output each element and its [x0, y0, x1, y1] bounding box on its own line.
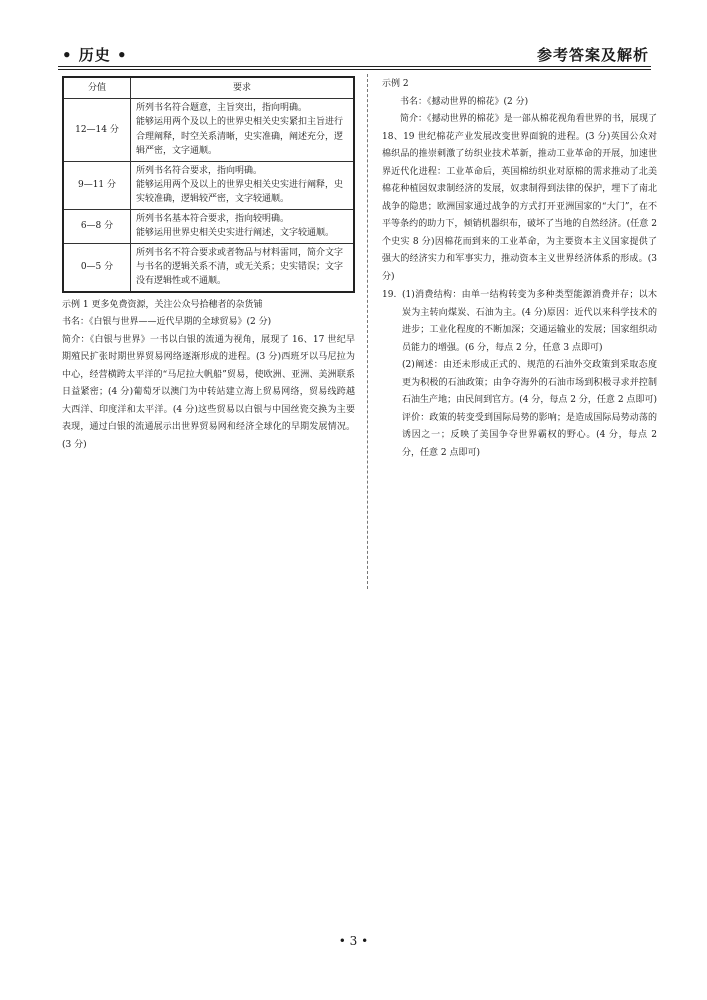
page-number: • 3 •: [338, 934, 369, 948]
score-cell: 6—8 分: [63, 209, 131, 243]
scoring-table: [62, 76, 355, 293]
table-header-score: 分值: [63, 77, 131, 99]
requirement-cell: [131, 99, 355, 162]
table-row: [63, 161, 354, 209]
requirement-line: 所列书名符合要求，指向明确。: [136, 165, 263, 176]
requirement-cell: [131, 209, 355, 243]
table-header-requirement: 要求: [131, 77, 355, 99]
table-row: [63, 243, 354, 292]
right-column: [382, 76, 657, 462]
requirement-line: 所列书名符合题意，主旨突出，指向明确。: [136, 103, 308, 113]
table-row: [63, 99, 354, 162]
requirement-cell: [131, 243, 355, 292]
requirement-line: 所列书名基本符合要求，指向较明确。: [136, 213, 290, 224]
requirement-cell: [131, 161, 355, 209]
example-1-intro: 简介：《白银与世界》一书以白银的流通为视角，展现了 16、17 世纪早期殖民扩张时期世界贸易网络逐渐形成的进程。(3 分)西班牙以马尼拉为中心，经营横跨太平洋的“马尼拉大帆船”贸易，使欧洲、亚洲、美洲联系日益紧密；(4 分)葡萄牙以澳门为中转站建立海上贸易网络，贸易线跨越大西洋、印度洋和太平洋。(4 分)这些贸易以白银与中国丝瓷交换为主要表现，通过白银的流通展示出世界贸易网和经济全球化的早期发展情况。(3 分): [62, 334, 355, 450]
example-1-book-title: 书名：《白银与世界——近代早期的全球贸易》(2 分): [62, 317, 272, 328]
example-1-title: 示例 1 更多免费资源，关注公众号拾穗者的杂货铺: [62, 299, 263, 310]
left-column: [62, 76, 355, 454]
header-rule-thin: [58, 69, 651, 70]
score-cell: 12—14 分: [63, 99, 131, 162]
question-19-part-1: (1)消费结构：由单一结构转变为多种类型能源消费并存；以木炭为主转向煤炭、石油为主。(4 分)原因：近代以来科学技术的进步；工业化程度的不断加深；交通运输业的发展；国家组织动员能力的增强。(6 分，每点 2 分，任意 3 点即可): [402, 290, 657, 353]
column-divider: [367, 74, 368, 589]
question-19-part-2: (2)阐述：由还未形成正式的、规范的石油外交政策到采取态度更为积极的石油政策；由争夺海外的石油市场到积极寻求并控制石油生产地；由民间到官方。(4 分，每点 2 分，任意 2 点即可)评价：政策的转变受到国际局势的影响；是造成国际局势动荡的诱因之一；反映了美国争夺世界霸权的野心。(4 分，每点 2 分，任意 2 点即可): [402, 360, 657, 458]
example-2-intro: 简介：《撼动世界的棉花》是一部从棉花视角看世界的书，展现了 18、19 世纪棉花产业发展改变世界面貌的进程。(3 分)英国公众对棉织品的推崇刺激了纺织业技术革新，推动工业革命的开展，加速世界近代化进程：工业革命后，英国棉纺织业对原棉的需求推动了北美棉花种植园奴隶制经济的发展，奴隶制得到法律的保护，埋下了南北战争的隐患；欧洲国家通过战争的方式打开亚洲国家的“大门”，在不平等条约的助力下，倾销机器织布，破坏了当地的自然经济。(任意 2 个史实 8 分)因棉花而到来的工业革命，为主要资本主义国家提供了强大的经济实力和军事实力，推动资本主义世界经济体系的形成。(3 分): [382, 114, 657, 282]
score-cell: 0—5 分: [63, 243, 131, 292]
requirement-line: 能够运用世界史相关史实进行阐述，文字较通顺。: [136, 228, 335, 239]
requirement-line: 能够运用两个及以上的世界史相关史实紧扣主旨进行合理阐释，时空关系清晰，史实准确，阐述充分，逻辑严密，文字通顺。: [136, 117, 344, 157]
table-header-row: [63, 77, 354, 99]
requirement-line: 所列书名不符合要求或者物品与材料雷同，简介文字与书名的逻辑关系不清，或无关系；史实错误；文字没有逻辑性或不通顺。: [136, 247, 344, 287]
subject-label: • 历史 •: [62, 46, 128, 64]
example-2-title: 示例 2: [382, 79, 409, 89]
question-number: 19.: [382, 290, 397, 300]
requirement-line: 能够运用两个及以上的世界史相关史实进行阐释，史实较准确，逻辑较严密，文字较通顺。: [136, 179, 344, 205]
question-19: [382, 287, 657, 462]
table-row: [63, 209, 354, 243]
page-header-title: 参考答案及解析: [536, 46, 649, 64]
example-2-book-title: 书名：《撼动世界的棉花》(2 分): [400, 96, 529, 107]
score-cell: 9—11 分: [63, 161, 131, 209]
header-rule: [58, 66, 651, 67]
